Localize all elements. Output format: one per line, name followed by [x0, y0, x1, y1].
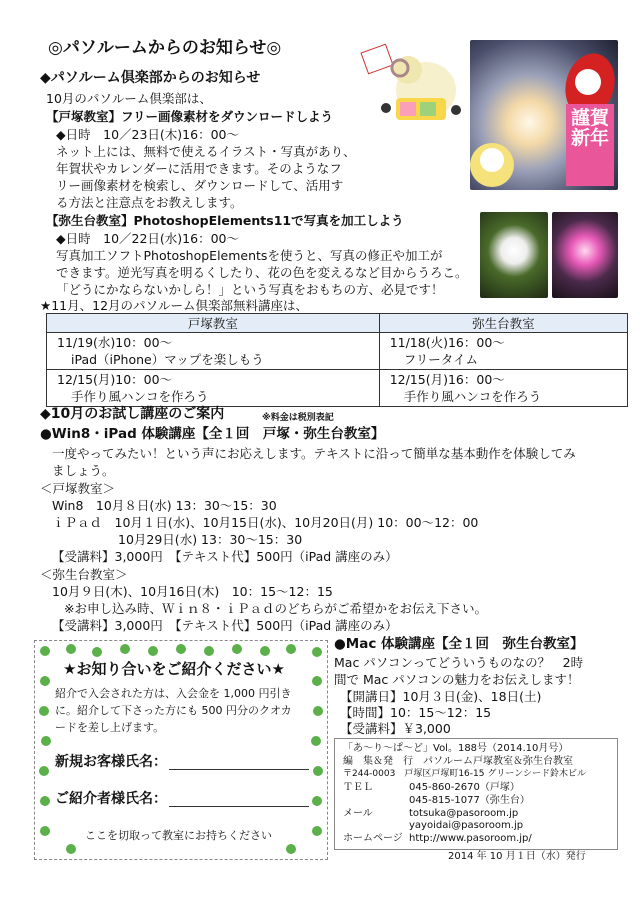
- mail-yayoidai[interactable]: yayoidai@pasoroom.jp: [409, 820, 524, 831]
- new-customer-line: [169, 769, 309, 770]
- coupon-title: ★お知り合いをご紹介ください★: [63, 660, 285, 678]
- table-cell: [379, 333, 627, 370]
- sunset-photo: [470, 40, 618, 190]
- table-row: [47, 333, 628, 370]
- editor-info: 編 集＆発 行 パソルーム戸塚教室＆弥生台教室: [343, 756, 573, 767]
- mac-desc-1: Mac パソコンってどういうものなの？ 2時: [334, 655, 584, 670]
- publish-date: 2014 年 10 月１日（水）発行: [448, 851, 586, 862]
- mac-date: 【開講日】10月３日(金)、18日(土): [340, 689, 542, 704]
- table-header-row: [47, 314, 628, 333]
- flower-photo-pink: [552, 212, 618, 298]
- totsuka-ipad-extra: 10月29日(水) 13：30～15：30: [118, 532, 303, 547]
- cell-date: 11/19(水)10：00～: [57, 335, 173, 350]
- mac-time: 【時間】10：15～12：15: [340, 705, 492, 720]
- totsuka-label: ＜戸塚教室＞: [40, 481, 116, 496]
- cell-topic: 手作り風ハンコを作ろう: [403, 389, 542, 404]
- table-cell: [379, 370, 627, 407]
- table-row: [47, 370, 628, 407]
- coupon-line-2: に。紹介して下さった方にも 500 円分のクオカ: [55, 704, 292, 717]
- web-link[interactable]: http://www.pasoroom.jp/: [409, 833, 532, 844]
- mac-desc-2: 間で Mac パソコンの魅力をお伝えします！: [334, 672, 580, 687]
- totsuka-title: 【戸塚教室】フリー画像素材をダウンロードしよう: [46, 109, 334, 124]
- flower-photo-white: [480, 212, 548, 298]
- club-intro: 10月のパソルーム倶楽部は、: [46, 91, 212, 106]
- yayoi-note: ※お申し込み時、Ｗｉｎ８・ｉＰａｄのどちらがご希望かをお伝え下さい。: [64, 601, 487, 616]
- totsuka-fee: 【受講料】3,000円 【テキスト代】500円（iPad 講座のみ）: [52, 549, 398, 564]
- coupon-line-3: ードを差し上げます。: [55, 721, 165, 734]
- trial-desc-1: 一度やってみたい！という声にお応えします。テキストに沿って簡単な基本動作を体験してみ: [52, 446, 576, 461]
- totsuka-date: ◆日時 10／23日(木)16：00～: [56, 127, 239, 142]
- referrer-label: ご紹介者様氏名：: [55, 791, 167, 807]
- trial-subheading: ●Win8・iPad 体験講座【全１回 戸塚・弥生台教室】: [40, 426, 385, 442]
- yayoi-line-1: 写真加工ソフトPhotoshopElementsを使うと、写真の修正や加工が: [56, 248, 443, 263]
- tel-yayoidai: 045-815-1077（弥生台）: [409, 795, 530, 806]
- yayoi-dates: 10月９日(木)、10月16日(木) 10：15～12：15: [52, 584, 333, 599]
- cell-date: 12/15(月)16：00～: [389, 372, 505, 387]
- tax-note: ※料金は税別表記: [262, 413, 334, 423]
- free-heading: ★11月、12月のパソルーム倶楽部無料講座は、: [40, 298, 309, 313]
- totsuka-line-1: ネット上には、無料で使えるイラスト・写真があり、: [56, 144, 356, 159]
- greeting-badge: [566, 104, 614, 186]
- totsuka-line-4: る方法と注意点をお教えします。: [56, 195, 243, 210]
- trial-desc-2: ましょう。: [52, 463, 115, 478]
- table-cell: [47, 370, 380, 407]
- cell-topic: フリータイム: [403, 352, 478, 367]
- cell-date: 11/18(火)16：00～: [389, 335, 505, 350]
- coupon-footer: ここを切取って教室にお持ちください: [85, 829, 272, 842]
- yayoi-date: ◆日時 10／22日(水)16：00～: [56, 231, 239, 246]
- cell-topic: 手作り風ハンコを作ろう: [71, 389, 209, 404]
- yayoi-fee: 【受講料】3,000円 【テキスト代】500円（iPad 講座のみ）: [52, 618, 398, 633]
- issue-info: 「あ～り～ぱ～ど」Vol。188号（2014.10月号）: [343, 743, 569, 754]
- club-heading: ◆パソルーム倶楽部からのお知らせ: [40, 70, 261, 86]
- column-header: 弥生台教室: [379, 314, 627, 333]
- totsuka-ipad: ｉＰａｄ 10月１日(水)、10月15日(水)、10月20日(月) 10：00～12：00: [52, 515, 479, 530]
- referrer-line: [169, 806, 309, 807]
- column-header: 戸塚教室: [47, 314, 380, 333]
- totsuka-line-3: リー画像素材を検索し、ダウンロードして、活用す: [56, 178, 344, 193]
- totsuka-win8: Win8 10月８日(水) 13：30～15：30: [52, 498, 277, 513]
- mail-totsuka[interactable]: totsuka@pasoroom.jp: [409, 808, 519, 819]
- web-label: ホームページ: [343, 833, 403, 844]
- sheep-illustration: [356, 38, 468, 130]
- coupon-line-1: 紹介で入会された方は、入会金を 1,000 円引き: [55, 687, 292, 700]
- colophon-box: [334, 738, 618, 850]
- mail-label: メール: [343, 808, 373, 819]
- cell-topic: iPad（iPhone）マップを楽しもう: [71, 352, 264, 367]
- page-title: ◎パソルームからのお知らせ◎: [48, 38, 282, 58]
- table-cell: [47, 333, 380, 370]
- greeting-line-1: 謹賀: [570, 107, 609, 129]
- yayoi-title: 【弥生台教室】PhotoshopElements11で写真を加工しよう: [46, 213, 404, 228]
- cell-date: 12/15(月)10：00～: [57, 372, 173, 387]
- tel-label: ＴＥＬ: [343, 782, 373, 793]
- mac-fee: 【受講料】￥3,000: [340, 721, 451, 736]
- yayoi-line-2: できます。逆光写真を明るくしたり、花の色を変えるなど目からうろこ。: [56, 265, 468, 280]
- address-info: 〒244-0003 戸塚区戸塚町16-15 グリーンシード鈴木ビル: [343, 769, 586, 779]
- yayoi-line-3: 「どうにかならないかしら！」という写真をおもちの方、必見です！: [56, 282, 444, 297]
- free-course-table: [46, 313, 628, 407]
- totsuka-line-2: 年賀状やカレンダーに活用できます。そのようなフ: [56, 161, 342, 176]
- yayoi-label: ＜弥生台教室＞: [40, 567, 128, 582]
- trial-heading: ◆10月のお試し講座のご案内: [40, 406, 225, 422]
- greeting-line-2: 新年: [570, 127, 609, 149]
- referral-coupon: [34, 640, 328, 860]
- new-customer-label: 新規お客様氏名：: [55, 754, 167, 770]
- tel-totsuka: 045-860-2670（戸塚）: [409, 782, 520, 793]
- mac-heading: ●Mac 体験講座【全１回 弥生台教室】: [334, 636, 584, 652]
